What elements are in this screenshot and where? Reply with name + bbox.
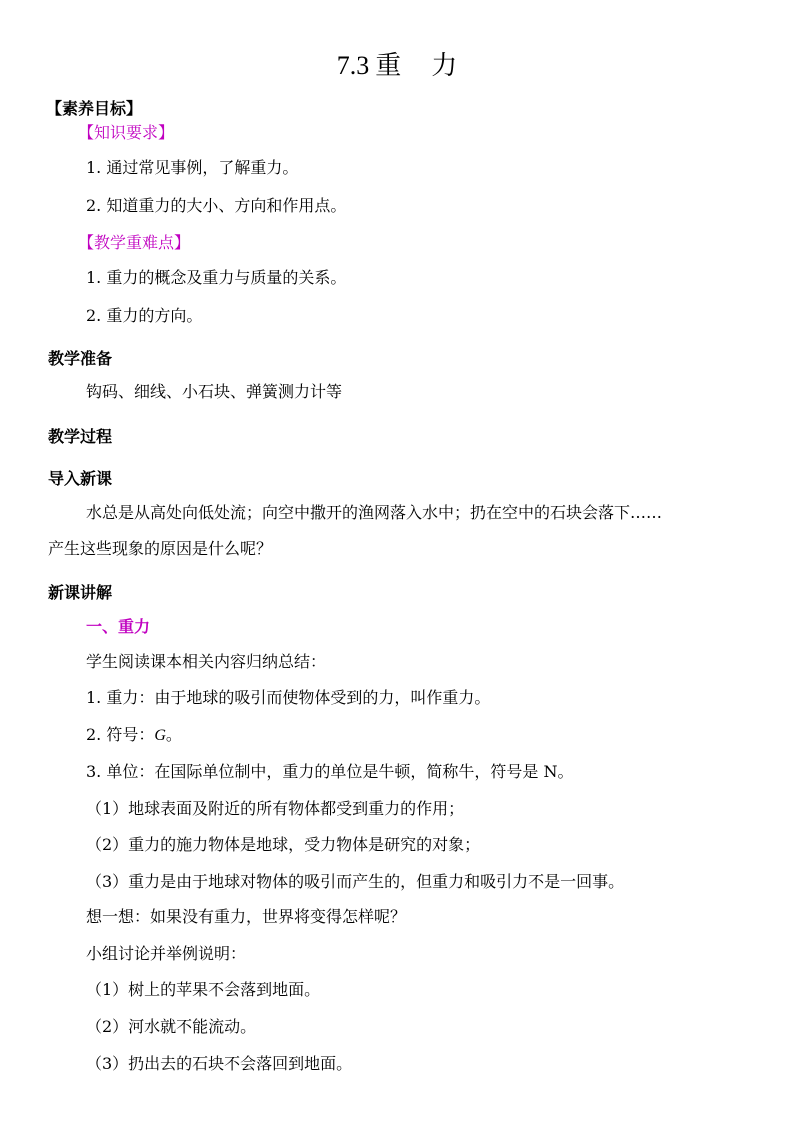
example-3: （3）扔出去的石块不会落回到地面。: [86, 1054, 353, 1073]
subheading-difficulty: 【教学重难点】: [78, 233, 191, 252]
example-1: （1）树上的苹果不会落到地面。: [86, 980, 321, 999]
intro-line-1: 水总是从高处向低处流；向空中撒开的渔网落入水中；扔在空中的石块会落下……: [86, 503, 663, 522]
point-3-unit: 3. 单位：在国际单位制中，重力的单位是牛顿，简称牛，符号是 N。: [86, 762, 574, 781]
reading-instruction: 学生阅读课本相关内容归纳总结：: [86, 652, 327, 671]
knowledge-item-1: 1. 通过常见事例，了解重力。: [86, 158, 299, 177]
discussion-prompt: 小组讨论并举例说明：: [86, 944, 247, 963]
note-1: （1）地球表面及附近的所有物体都受到重力的作用；: [86, 799, 465, 818]
title-number: 7.3: [336, 51, 370, 80]
example-2: （2）河水就不能流动。: [86, 1017, 257, 1036]
intro-line-2: 产生这些现象的原因是什么呢？: [48, 539, 273, 558]
subheading-knowledge: 【知识要求】: [78, 123, 175, 142]
subheading-gravity: 一、重力: [86, 617, 151, 636]
page-title: [0, 46, 794, 86]
note-3: （3）重力是由于地球对物体的吸引而产生的，但重力和吸引力不是一回事。: [86, 872, 625, 891]
heading-new-lesson: 新课讲解: [48, 583, 113, 602]
title-char-1: 重: [375, 51, 402, 81]
difficulty-item-2: 2. 重力的方向。: [86, 306, 203, 325]
knowledge-item-2: 2. 知道重力的大小、方向和作用点。: [86, 196, 347, 215]
point-2-symbol: [86, 723, 182, 748]
point-2-label: 2. 符号：: [86, 725, 155, 744]
think-question: 想一想：如果没有重力，世界将变得怎样呢？: [86, 907, 407, 926]
point-2-end: 。: [165, 725, 182, 744]
heading-intro: 导入新课: [48, 469, 113, 488]
gravity-symbol: G: [154, 727, 166, 744]
heading-process: 教学过程: [48, 427, 113, 446]
difficulty-item-1: 1. 重力的概念及重力与质量的关系。: [86, 268, 347, 287]
preparation-text: 钩码、细线、小石块、弹簧测力计等: [86, 382, 343, 401]
point-1-definition: 1. 重力：由于地球的吸引而使物体受到的力，叫作重力。: [86, 688, 491, 707]
heading-preparation: 教学准备: [48, 349, 113, 368]
title-char-2: 力: [431, 51, 458, 81]
note-2: （2）重力的施力物体是地球，受力物体是研究的对象；: [86, 835, 481, 854]
heading-objectives: 【素养目标】: [46, 99, 143, 118]
